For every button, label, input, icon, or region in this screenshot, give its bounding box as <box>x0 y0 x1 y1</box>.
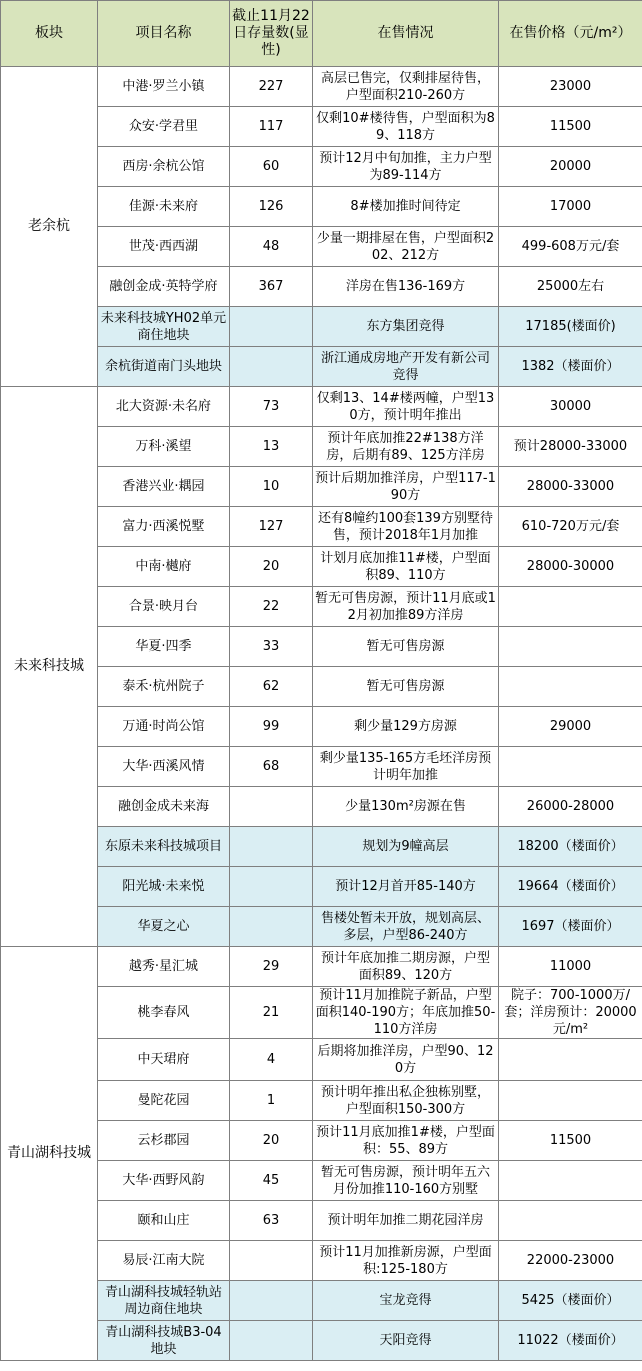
price-cell: 30000 <box>499 387 642 427</box>
price-cell <box>499 1161 642 1201</box>
sale-status-cell: 计划月底加推11#楼，户型面积89、110方 <box>313 547 499 587</box>
project-name-cell: 曼陀花园 <box>98 1081 230 1121</box>
price-cell: 28000-33000 <box>499 467 642 507</box>
table-row <box>1 1321 642 1361</box>
header-sale-status: 在售情况 <box>313 1 499 67</box>
sale-status-cell: 预计明年加推二期花园洋房 <box>313 1201 499 1241</box>
sale-status-cell: 东方集团竞得 <box>313 307 499 347</box>
price-cell: 17000 <box>499 187 642 227</box>
stock-cell: 126 <box>230 187 313 227</box>
project-name-cell: 中天珺府 <box>98 1039 230 1081</box>
table-row <box>1 707 642 747</box>
stock-cell: 73 <box>230 387 313 427</box>
project-name-cell: 大华·西溪风情 <box>98 747 230 787</box>
price-cell <box>499 627 642 667</box>
stock-cell: 10 <box>230 467 313 507</box>
sale-status-cell: 还有8幢约100套139方别墅待售，预计2018年1月加推 <box>313 507 499 547</box>
price-cell: 20000 <box>499 147 642 187</box>
table-row <box>1 667 642 707</box>
stock-cell: 21 <box>230 987 313 1039</box>
sale-status-cell: 剩少量129方房源 <box>313 707 499 747</box>
stock-cell: 13 <box>230 427 313 467</box>
table-row <box>1 507 642 547</box>
sale-status-cell: 预计11月加推院子新品，户型面积140-190方；年底加推50-110方洋房 <box>313 987 499 1039</box>
sale-status-cell: 浙江通成房地产开发有新公司竞得 <box>313 347 499 387</box>
stock-cell: 1 <box>230 1081 313 1121</box>
price-cell: 5425（楼面价） <box>499 1281 642 1321</box>
table-row <box>1 427 642 467</box>
sale-status-cell: 暂无可售房源 <box>313 627 499 667</box>
table-row <box>1 627 642 667</box>
project-name-cell: 中港·罗兰小镇 <box>98 67 230 107</box>
stock-cell <box>230 347 313 387</box>
price-cell: 1697（楼面价） <box>499 907 642 947</box>
price-cell: 1382（楼面价） <box>499 347 642 387</box>
table-row <box>1 267 642 307</box>
table-row <box>1 347 642 387</box>
project-name-cell: 西房·余杭公馆 <box>98 147 230 187</box>
table-row <box>1 1281 642 1321</box>
project-name-cell: 青山湖科技城B3-04地块 <box>98 1321 230 1361</box>
price-cell: 11000 <box>499 947 642 987</box>
board-cell: 未来科技城 <box>1 387 98 947</box>
stock-cell: 20 <box>230 547 313 587</box>
sale-status-cell: 暂无可售房源，预计11月底或12月初加推89方洋房 <box>313 587 499 627</box>
price-cell <box>499 1081 642 1121</box>
header-board: 板块 <box>1 1 98 67</box>
price-cell <box>499 1201 642 1241</box>
project-name-cell: 融创金成·英特学府 <box>98 267 230 307</box>
project-name-cell: 众安·学君里 <box>98 107 230 147</box>
stock-cell: 68 <box>230 747 313 787</box>
sale-status-cell: 预计12月首开85-140方 <box>313 867 499 907</box>
project-name-cell: 华夏之心 <box>98 907 230 947</box>
table-row <box>1 1039 642 1081</box>
price-cell: 预计28000-33000 <box>499 427 642 467</box>
price-cell: 23000 <box>499 67 642 107</box>
header-project-name: 项目名称 <box>98 1 230 67</box>
project-name-cell: 合景·映月台 <box>98 587 230 627</box>
sale-status-cell: 预计11月底加推1#楼，户型面积：55、89方 <box>313 1121 499 1161</box>
stock-cell: 48 <box>230 227 313 267</box>
table-row <box>1 787 642 827</box>
price-cell: 11500 <box>499 107 642 147</box>
sale-status-cell: 售楼处暂未开放，规划高层、多层，户型86-240方 <box>313 907 499 947</box>
project-name-cell: 东原未来科技城项目 <box>98 827 230 867</box>
stock-cell <box>230 907 313 947</box>
project-name-cell: 未来科技城YH02单元商住地块 <box>98 307 230 347</box>
stock-cell: 60 <box>230 147 313 187</box>
project-name-cell: 桃李春风 <box>98 987 230 1039</box>
stock-cell: 127 <box>230 507 313 547</box>
table-row <box>1 1241 642 1281</box>
project-name-cell: 富力·西溪悦墅 <box>98 507 230 547</box>
table-row <box>1 827 642 867</box>
project-name-cell: 阳光城·未来悦 <box>98 867 230 907</box>
sale-status-cell: 仅剩13、14#楼两幢，户型130方，预计明年推出 <box>313 387 499 427</box>
project-name-cell: 易辰·江南大院 <box>98 1241 230 1281</box>
sale-status-cell: 预计明年推出私企独栋别墅，户型面积150-300方 <box>313 1081 499 1121</box>
project-name-cell: 北大资源·未名府 <box>98 387 230 427</box>
table-row <box>1 147 642 187</box>
stock-cell: 22 <box>230 587 313 627</box>
stock-cell <box>230 1241 313 1281</box>
price-cell: 22000-23000 <box>499 1241 642 1281</box>
price-cell: 499-608万元/套 <box>499 227 642 267</box>
table-row <box>1 1161 642 1201</box>
sale-status-cell: 洋房在售136-169方 <box>313 267 499 307</box>
price-cell: 11022（楼面价） <box>499 1321 642 1361</box>
stock-cell: 20 <box>230 1121 313 1161</box>
stock-cell: 63 <box>230 1201 313 1241</box>
sale-status-cell: 8#楼加推时间待定 <box>313 187 499 227</box>
header-price: 在售价格（元/m²） <box>499 1 642 67</box>
table-row <box>1 227 642 267</box>
stock-cell: 99 <box>230 707 313 747</box>
sale-status-cell: 天阳竞得 <box>313 1321 499 1361</box>
table-row <box>1 307 642 347</box>
sale-status-cell: 少量一期排屋在售，户型面积202、212方 <box>313 227 499 267</box>
stock-cell <box>230 827 313 867</box>
sale-status-cell: 高层已售完，仅剩排屋待售，户型面积210-260方 <box>313 67 499 107</box>
sale-status-cell: 预计12月中旬加推，主力户型为89-114方 <box>313 147 499 187</box>
table-row <box>1 987 642 1039</box>
table-row <box>1 67 642 107</box>
stock-cell: 117 <box>230 107 313 147</box>
table-row <box>1 587 642 627</box>
price-cell <box>499 1039 642 1081</box>
table-row <box>1 747 642 787</box>
price-cell <box>499 667 642 707</box>
board-cell: 青山湖科技城 <box>1 947 98 1361</box>
project-name-cell: 颐和山庄 <box>98 1201 230 1241</box>
stock-cell: 33 <box>230 627 313 667</box>
table-row <box>1 1121 642 1161</box>
project-name-cell: 越秀·星汇城 <box>98 947 230 987</box>
price-cell: 11500 <box>499 1121 642 1161</box>
table-row <box>1 547 642 587</box>
stock-cell: 29 <box>230 947 313 987</box>
sale-status-cell: 预计11月加推新房源，户型面积:125-180方 <box>313 1241 499 1281</box>
sale-status-cell: 少量130m²房源在售 <box>313 787 499 827</box>
header-stock: 截止11月22日存量数(显性) <box>230 1 313 67</box>
price-cell: 25000左右 <box>499 267 642 307</box>
sale-status-cell: 剩少量135-165方毛坯洋房预计明年加推 <box>313 747 499 787</box>
sale-status-cell: 规划为9幢高层 <box>313 827 499 867</box>
table-row <box>1 1081 642 1121</box>
price-cell: 610-720万元/套 <box>499 507 642 547</box>
project-name-cell: 泰禾·杭州院子 <box>98 667 230 707</box>
project-name-cell: 融创金成未来海 <box>98 787 230 827</box>
sale-status-cell: 暂无可售房源 <box>313 667 499 707</box>
project-name-cell: 大华·西野风韵 <box>98 1161 230 1201</box>
price-cell <box>499 747 642 787</box>
sale-status-cell: 预计后期加推洋房，户型117-190方 <box>313 467 499 507</box>
table-row <box>1 467 642 507</box>
stock-cell <box>230 787 313 827</box>
sale-status-cell: 预计年底加推22#138方洋房，后期有89、125方洋房 <box>313 427 499 467</box>
table-row <box>1 947 642 987</box>
sale-status-cell: 仅剩10#楼待售，户型面积为89、118方 <box>313 107 499 147</box>
price-cell: 17185(楼面价) <box>499 307 642 347</box>
project-name-cell: 佳源·未来府 <box>98 187 230 227</box>
project-name-cell: 云杉郡园 <box>98 1121 230 1161</box>
stock-cell <box>230 1321 313 1361</box>
price-cell: 18200（楼面价） <box>499 827 642 867</box>
stock-cell: 227 <box>230 67 313 107</box>
project-name-cell: 余杭街道南门头地块 <box>98 347 230 387</box>
stock-cell: 367 <box>230 267 313 307</box>
table-row <box>1 867 642 907</box>
stock-cell <box>230 1281 313 1321</box>
project-name-cell: 万通·时尚公馆 <box>98 707 230 747</box>
stock-cell <box>230 307 313 347</box>
price-cell: 19664（楼面价） <box>499 867 642 907</box>
table-row <box>1 107 642 147</box>
project-name-cell: 华夏·四季 <box>98 627 230 667</box>
stock-cell <box>230 867 313 907</box>
table-row <box>1 187 642 227</box>
sale-status-cell: 后期将加推洋房，户型90、120方 <box>313 1039 499 1081</box>
price-cell <box>499 587 642 627</box>
sale-status-cell: 宝龙竞得 <box>313 1281 499 1321</box>
project-name-cell: 香港兴业·耦园 <box>98 467 230 507</box>
table-row <box>1 1201 642 1241</box>
table-row <box>1 907 642 947</box>
table-row <box>1 387 642 427</box>
project-name-cell: 万科·溪望 <box>98 427 230 467</box>
stock-cell: 62 <box>230 667 313 707</box>
sale-status-cell: 暂无可售房源，预计明年五六月份加推110-160方别墅 <box>313 1161 499 1201</box>
stock-cell: 4 <box>230 1039 313 1081</box>
board-cell: 老余杭 <box>1 67 98 387</box>
price-cell: 26000-28000 <box>499 787 642 827</box>
header-row <box>1 1 642 67</box>
stock-cell: 45 <box>230 1161 313 1201</box>
price-cell: 29000 <box>499 707 642 747</box>
price-cell: 院子：700-1000万/套；洋房预计：20000元/m² <box>499 987 642 1039</box>
project-name-cell: 中南·樾府 <box>98 547 230 587</box>
project-name-cell: 世茂·西西湖 <box>98 227 230 267</box>
project-name-cell: 青山湖科技城轻轨站周边商住地块 <box>98 1281 230 1321</box>
sale-status-cell: 预计年底加推二期房源，户型面积89、120方 <box>313 947 499 987</box>
price-cell: 28000-30000 <box>499 547 642 587</box>
